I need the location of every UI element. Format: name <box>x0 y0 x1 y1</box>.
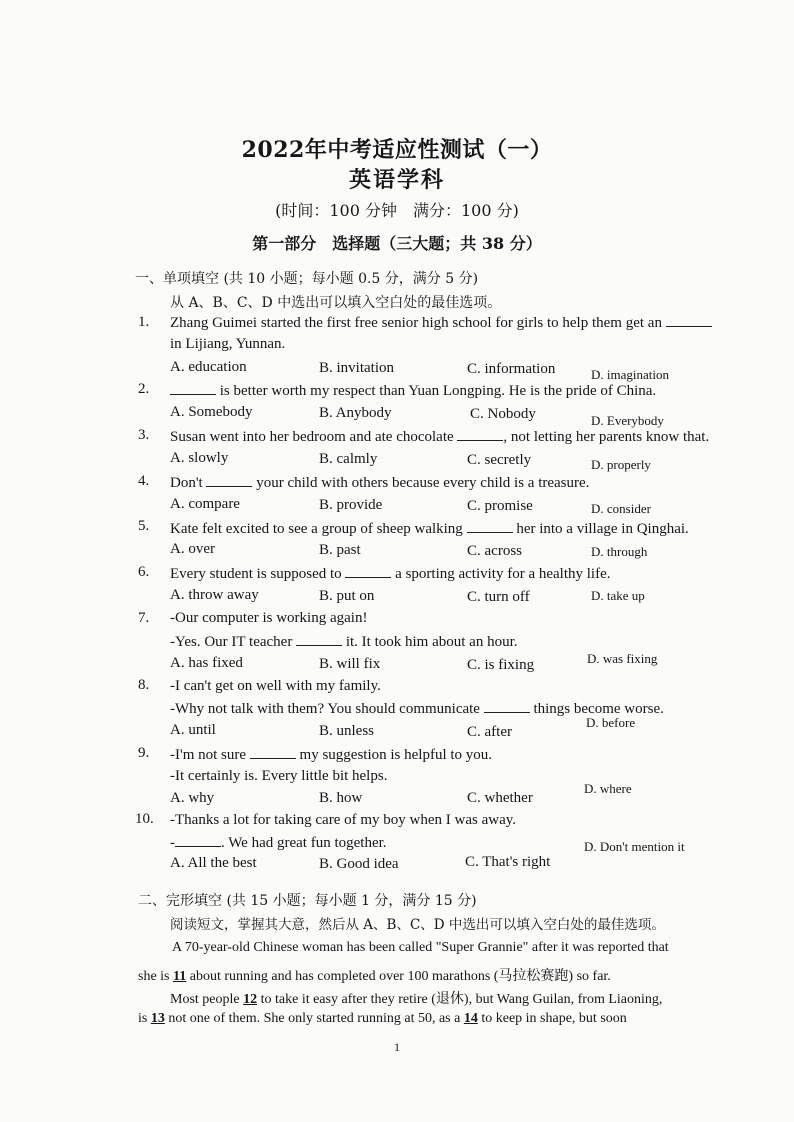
question-text: -I can't get on well with my family. <box>170 678 381 694</box>
option-a: A. Somebody <box>170 404 253 420</box>
option-a: A. slowly <box>170 450 229 466</box>
page-number: 1 <box>394 1040 400 1054</box>
option-a: A. until <box>170 722 216 738</box>
question-number: 8. <box>138 677 150 693</box>
time-info: (时间：100 分钟 满分：100 分) <box>275 201 519 220</box>
option-d: D. through <box>591 544 648 559</box>
question-text: Don't your child with others because every child is a treasure. <box>170 475 590 491</box>
option-d: D. take up <box>591 588 645 603</box>
option-c: C. after <box>467 724 512 740</box>
question-text: -Our computer is working again! <box>170 610 368 626</box>
option-b: B. past <box>319 542 361 558</box>
option-d: D. before <box>586 715 636 730</box>
section1-heading: 一、单项填空 (共 10 小题；每小题 0.5 分，满分 5 分) <box>135 271 479 287</box>
question-number: 2. <box>138 381 150 397</box>
option-d: D. where <box>584 781 632 796</box>
blank-13: 13 <box>150 1011 165 1026</box>
option-d: D. Don't mention it <box>584 839 685 854</box>
option-c: C. promise <box>467 498 533 514</box>
option-b: B. how <box>319 790 363 806</box>
question-text: -Why not talk with them? You should communicate things become worse. <box>170 701 664 717</box>
question-number: 3. <box>138 427 150 443</box>
option-d: D. consider <box>591 501 651 516</box>
question-number: 1. <box>138 314 150 330</box>
section1-instruction: 从 A、B、C、D 中选出可以填入空白处的最佳选项。 <box>170 295 502 311</box>
subject-title: 英语学科 <box>348 167 445 193</box>
option-b: B. Anybody <box>319 405 392 421</box>
question-text: Kate felt excited to see a group of sheep walking her into a village in Qinghai. <box>170 521 689 537</box>
option-c: C. That's right <box>465 854 551 870</box>
option-c: C. across <box>467 543 522 559</box>
option-a: A. education <box>170 359 247 375</box>
question-text: in Lijiang, Yunnan. <box>170 336 286 352</box>
question-text: - . We had great fun together. <box>170 835 387 851</box>
option-d: D. Everybody <box>591 413 664 428</box>
option-b: B. calmly <box>319 451 378 467</box>
section2-instruction: 阅读短文，掌握其大意，然后从 A、B、C、D 中选出可以填入空白处的最佳选项。 <box>170 917 665 933</box>
passage-line: she is 11 about running and has completed over 100 marathons (马拉松赛跑) so far. <box>138 969 611 984</box>
option-c: C. information <box>467 361 556 377</box>
exam-title: 2022年中考适应性测试（一） <box>241 137 553 163</box>
question-text: -It certainly is. Every little bit helps. <box>170 768 388 784</box>
section2-heading: 二、完形填空 (共 15 小题；每小题 1 分，满分 15 分) <box>138 893 477 909</box>
blank-14: 14 <box>463 1011 478 1026</box>
option-b: B. unless <box>319 723 375 739</box>
option-a: A. All the best <box>170 855 257 871</box>
question-number: 6. <box>138 564 150 580</box>
part-heading: 第一部分 选择题（三大题；共 38 分） <box>252 234 542 253</box>
question-text: Every student is supposed to a sporting activity for a healthy life. <box>170 566 611 582</box>
option-a: A. over <box>170 541 215 557</box>
question-number: 7. <box>138 610 150 626</box>
option-b: B. provide <box>319 497 383 513</box>
passage-line: Most people 12 to take it easy after they retire (退休), but Wang Guilan, from Liaoning, <box>170 992 663 1007</box>
question-number: 5. <box>138 518 150 534</box>
question-text: Susan went into her bedroom and ate chocolate , not letting her parents know that. <box>170 429 710 445</box>
option-c: C. Nobody <box>470 406 536 422</box>
option-d: D. imagination <box>591 367 669 382</box>
option-b: B. will fix <box>319 656 381 672</box>
passage-line: is 13 not one of them. She only started running at 50, as a 14 to keep in shape, but soon <box>138 1011 627 1026</box>
option-c: C. is fixing <box>467 657 535 673</box>
passage-line: A 70-year-old Chinese woman has been called "Super Grannie" after it was reported that <box>172 940 669 955</box>
question-text: is better worth my respect than Yuan Longping. He is the pride of China. <box>170 382 656 400</box>
option-c: C. secretly <box>467 452 532 468</box>
question-number: 4. <box>138 473 150 489</box>
question-text: -Thanks a lot for taking care of my boy when I was away. <box>170 812 516 828</box>
option-d: D. was fixing <box>587 651 658 666</box>
option-a: A. compare <box>170 496 240 512</box>
option-c: C. turn off <box>467 589 530 605</box>
option-b: B. invitation <box>319 360 394 376</box>
blank-12: 12 <box>243 992 258 1007</box>
question-text: -I'm not sure my suggestion is helpful to you. <box>170 747 493 763</box>
option-c: C. whether <box>467 790 533 806</box>
question-text: Zhang Guimei started the first free senior high school for girls to help them get an <box>170 314 712 332</box>
blank-11: 11 <box>173 969 187 984</box>
option-d: D. properly <box>591 457 651 472</box>
option-a: A. why <box>170 790 215 806</box>
option-b: B. put on <box>319 588 375 604</box>
option-a: A. throw away <box>170 587 259 603</box>
question-text: -Yes. Our IT teacher it. It took him about an hour. <box>170 634 518 650</box>
question-number: 9. <box>138 745 150 761</box>
option-b: B. Good idea <box>319 856 399 872</box>
option-a: A. has fixed <box>170 655 243 671</box>
question-number: 10. <box>135 811 154 827</box>
